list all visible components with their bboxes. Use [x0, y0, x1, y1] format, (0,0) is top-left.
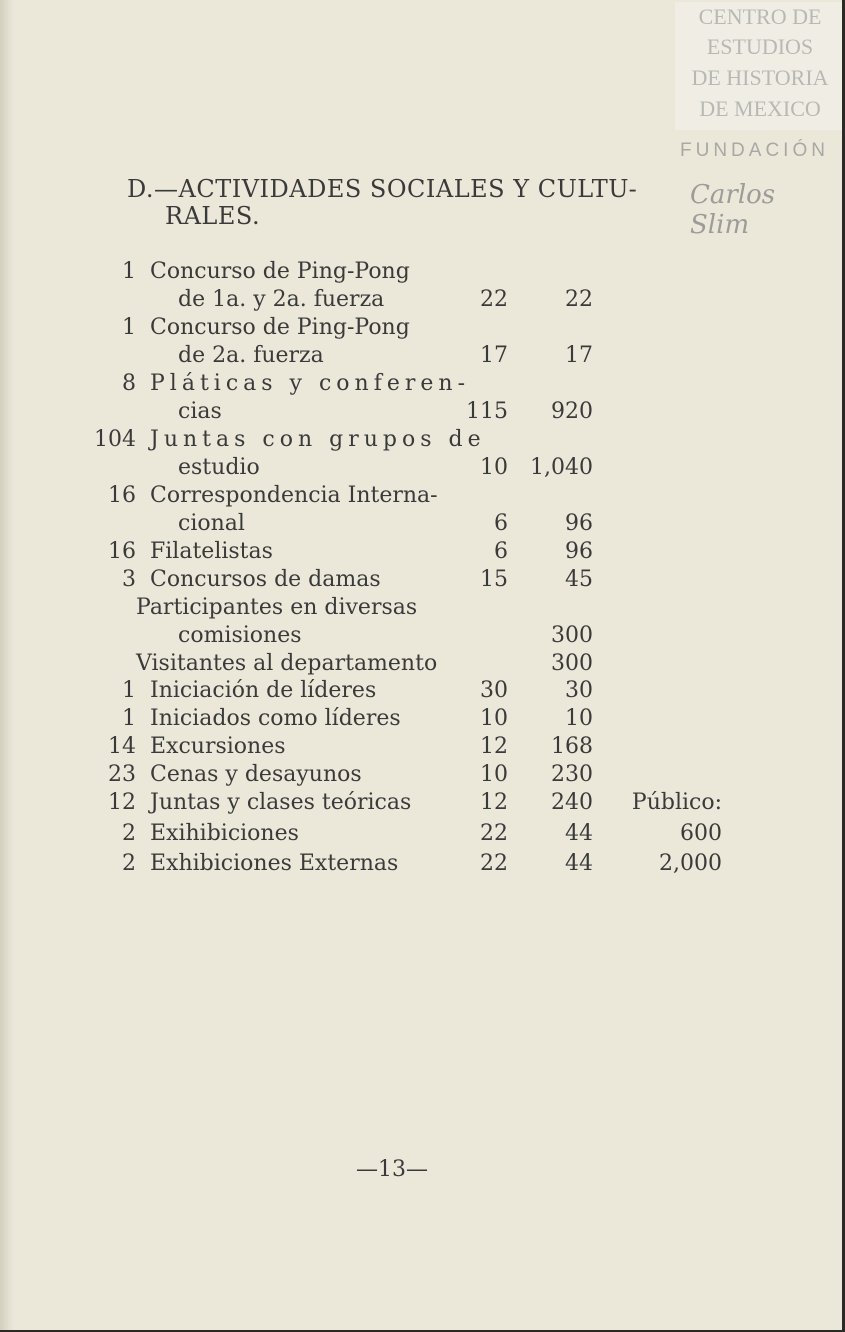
row-column-2: 230 — [551, 762, 593, 787]
row-column-1: 22 — [480, 851, 508, 876]
row-description: Juntas con grupos de — [150, 427, 486, 452]
row-column-2: 96 — [565, 511, 593, 536]
row-column-1: 15 — [480, 567, 508, 592]
row-column-1: 115 — [466, 399, 508, 424]
row-description: Exihibiciones — [150, 821, 299, 846]
section-heading-line-2: RALES. — [165, 202, 261, 230]
stamp-signature: Carlos Slim — [690, 180, 776, 240]
row-column-1: 10 — [480, 762, 508, 787]
page-number: —13— — [356, 1157, 428, 1182]
row-description: de 2a. fuerza — [178, 343, 324, 368]
row-description: Concurso de Ping-Pong — [150, 259, 410, 284]
row-column-1: 22 — [480, 821, 508, 846]
row-column-2: 300 — [551, 623, 593, 648]
row-column-1: 22 — [480, 287, 508, 312]
row-column-2: 920 — [551, 399, 593, 424]
row-description: Iniciación de líderes — [150, 678, 377, 703]
row-quantity: 8 — [122, 371, 136, 396]
row-column-2: 10 — [565, 706, 593, 731]
row-column-2: 45 — [565, 567, 593, 592]
row-description: Concurso de Ping-Pong — [150, 315, 410, 340]
row-description: Juntas y clases teóricas — [150, 790, 412, 815]
row-column-2: 1,040 — [530, 455, 593, 480]
row-column-1: 10 — [480, 706, 508, 731]
row-quantity: 1 — [122, 315, 136, 340]
row-description: cional — [178, 511, 245, 536]
row-description: Iniciados como líderes — [150, 706, 401, 731]
row-column-2: 22 — [565, 287, 593, 312]
row-quantity: 3 — [122, 567, 136, 592]
row-description: Participantes en diversas — [136, 595, 418, 620]
row-column-1: 6 — [494, 539, 508, 564]
row-quantity: 2 — [122, 821, 136, 846]
row-description: Pláticas y conferen- — [150, 371, 471, 396]
row-column-2: 168 — [551, 734, 593, 759]
row-description: Cenas y desayunos — [150, 762, 362, 787]
stamp-line-1: CENTRO DE — [698, 4, 822, 29]
row-column-1: 30 — [480, 678, 508, 703]
row-description: Exhibiciones Externas — [150, 851, 399, 876]
row-column-2: 240 — [551, 790, 593, 815]
row-quantity: 2 — [122, 851, 136, 876]
row-quantity: 16 — [108, 539, 136, 564]
row-column-2: 17 — [565, 343, 593, 368]
row-quantity: 1 — [122, 678, 136, 703]
stamp-line-4: DE MEXICO — [699, 96, 821, 121]
row-column-1: 12 — [480, 734, 508, 759]
row-description: de 1a. y 2a. fuerza — [178, 287, 385, 312]
row-description: cias — [178, 399, 222, 424]
stamp-line-2: ESTUDIOS — [706, 34, 814, 59]
row-description: Filatelistas — [150, 539, 273, 564]
row-column-3: Público: — [631, 790, 722, 815]
row-column-2: 300 — [551, 651, 593, 676]
row-quantity: 12 — [108, 790, 136, 815]
row-description: estudio — [178, 455, 260, 480]
section-heading-line-1: D.—ACTIVIDADES SOCIALES Y CULTU- — [127, 175, 638, 203]
stamp-line-3: DE HISTORIA — [691, 65, 829, 90]
row-description: Correspondencia Interna- — [150, 483, 438, 508]
row-column-2: 30 — [565, 678, 593, 703]
row-column-2: 44 — [565, 821, 593, 846]
row-quantity: 1 — [122, 259, 136, 284]
row-column-1: 10 — [480, 455, 508, 480]
row-description: Concursos de damas — [150, 567, 381, 592]
row-column-1: 6 — [494, 511, 508, 536]
row-description: Excursiones — [150, 734, 286, 759]
row-column-1: 12 — [480, 790, 508, 815]
row-description: Visitantes al departamento — [136, 651, 438, 676]
stamp-fundacion: FUNDACIÓN — [680, 140, 829, 161]
row-column-3: 600 — [680, 821, 722, 846]
row-column-2: 44 — [565, 851, 593, 876]
row-description: comisiones — [178, 623, 302, 648]
row-quantity: 16 — [108, 483, 136, 508]
row-quantity: 23 — [108, 762, 136, 787]
row-column-2: 96 — [565, 539, 593, 564]
row-column-3: 2,000 — [659, 851, 722, 876]
row-column-1: 17 — [480, 343, 508, 368]
row-quantity: 104 — [94, 427, 136, 452]
row-quantity: 14 — [108, 734, 136, 759]
row-quantity: 1 — [122, 706, 136, 731]
